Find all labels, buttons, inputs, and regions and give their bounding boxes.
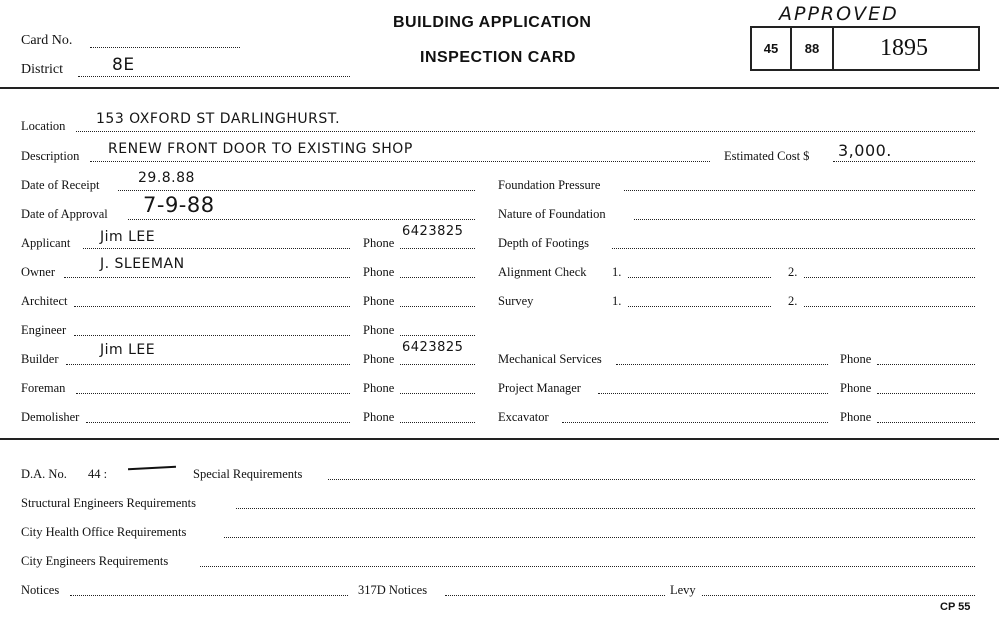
builder-value: Jim LEE [100, 342, 156, 358]
date-of-approval-label: Date of Approval [21, 207, 108, 221]
location-line [76, 131, 975, 132]
box-cell-2: 88 [804, 41, 820, 56]
notices-317d-line [445, 595, 665, 596]
structural-engineers-label: Structural Engineers Requirements [21, 496, 196, 510]
excavator-phone-line [877, 422, 975, 423]
project-manager-phone-line [877, 393, 975, 394]
estimated-cost-label: Estimated Cost $ [724, 149, 810, 163]
form-code: CP 55 [940, 601, 971, 613]
date-of-receipt-line [118, 190, 475, 191]
card-no-label: Card No. [21, 33, 73, 48]
location-label: Location [21, 119, 66, 133]
header-divider [0, 87, 999, 89]
description-label: Description [21, 149, 80, 163]
estimated-cost-value: 3,000. [838, 141, 892, 160]
builder-label: Builder [21, 352, 59, 366]
survey-line1 [628, 306, 771, 307]
survey-line2 [804, 306, 975, 307]
location-value: 153 OXFORD ST DARLINGHURST. [96, 111, 341, 127]
notices-line [70, 595, 348, 596]
district-label: District [21, 62, 63, 77]
owner-phone-label: Phone [363, 265, 395, 279]
survey-label: Survey [498, 294, 534, 308]
foreman-phone-line [400, 393, 475, 394]
owner-line [64, 277, 350, 278]
estimated-cost-line [833, 161, 975, 162]
engineer-line [74, 335, 350, 336]
project-manager-phone-label: Phone [840, 381, 872, 395]
alignment-check-num1: 1. [612, 265, 622, 279]
da-no-dash [128, 466, 176, 471]
applicant-line [83, 248, 350, 249]
da-no-label: D.A. No. [21, 467, 67, 481]
depth-of-footings-line [612, 248, 975, 249]
special-requirements-label: Special Requirements [193, 467, 303, 481]
alignment-check-label: Alignment Check [498, 265, 587, 279]
form-title-line2: INSPECTION CARD [420, 49, 576, 66]
form-title-line1: BUILDING APPLICATION [393, 14, 592, 31]
levy-label: Levy [670, 583, 696, 597]
structural-engineers-line [236, 508, 975, 509]
city-engineers-label: City Engineers Requirements [21, 554, 169, 568]
excavator-label: Excavator [498, 410, 549, 424]
foundation-pressure-line [624, 190, 975, 191]
mechanical-services-line [616, 364, 828, 365]
owner-phone-line [400, 277, 475, 278]
alignment-check-num2: 2. [788, 265, 798, 279]
depth-of-footings-label: Depth of Footings [498, 236, 589, 250]
excavator-line [562, 422, 828, 423]
date-of-receipt-label: Date of Receipt [21, 178, 100, 192]
mechanical-services-phone-label: Phone [840, 352, 872, 366]
card-no-line [90, 47, 240, 48]
project-manager-line [598, 393, 828, 394]
description-line [90, 161, 710, 162]
applicant-phone-line [400, 248, 475, 249]
notices-label: Notices [21, 583, 60, 597]
nature-of-foundation-label: Nature of Foundation [498, 207, 606, 221]
architect-phone-line [400, 306, 475, 307]
foreman-phone-label: Phone [363, 381, 395, 395]
demolisher-phone-line [400, 422, 475, 423]
card-number-box [750, 26, 980, 71]
city-health-label: City Health Office Requirements [21, 525, 187, 539]
survey-num1: 1. [612, 294, 622, 308]
applicant-phone-value: 6423825 [402, 224, 464, 239]
engineer-phone-line [400, 335, 475, 336]
builder-phone-value: 6423825 [402, 340, 464, 355]
project-manager-label: Project Manager [498, 381, 581, 395]
engineer-phone-label: Phone [363, 323, 395, 337]
builder-line [66, 364, 350, 365]
architect-line [74, 306, 350, 307]
box-cell-3: 1895 [880, 35, 928, 61]
date-of-approval-value: 7-9-88 [143, 193, 215, 217]
city-health-line [224, 537, 975, 538]
survey-num2: 2. [788, 294, 798, 308]
notices-317d-label: 317D Notices [358, 583, 428, 597]
engineer-label: Engineer [21, 323, 67, 337]
owner-value: J. SLEEMAN [100, 256, 185, 272]
excavator-phone-label: Phone [840, 410, 872, 424]
levy-line [702, 595, 975, 596]
mechanical-services-phone-line [877, 364, 975, 365]
applicant-phone-label: Phone [363, 236, 395, 250]
district-value: 8E [112, 55, 135, 75]
demolisher-label: Demolisher [21, 410, 80, 424]
applicant-value: Jim LEE [100, 229, 156, 245]
demolisher-line [86, 422, 350, 423]
nature-of-foundation-line [634, 219, 975, 220]
city-engineers-line [200, 566, 975, 567]
requirements-divider [0, 438, 999, 440]
box-cell-1: 45 [763, 41, 779, 56]
builder-phone-label: Phone [363, 352, 395, 366]
district-line [78, 76, 350, 77]
alignment-check-line1 [628, 277, 771, 278]
owner-label: Owner [21, 265, 56, 279]
alignment-check-line2 [804, 277, 975, 278]
foreman-line [76, 393, 350, 394]
foundation-pressure-label: Foundation Pressure [498, 178, 601, 192]
date-of-approval-line [128, 219, 475, 220]
applicant-label: Applicant [21, 236, 71, 250]
architect-phone-label: Phone [363, 294, 395, 308]
date-of-receipt-value: 29.8.88 [138, 170, 195, 186]
mechanical-services-label: Mechanical Services [498, 352, 602, 366]
special-requirements-line [328, 479, 975, 480]
architect-label: Architect [21, 294, 68, 308]
builder-phone-line [400, 364, 475, 365]
foreman-label: Foreman [21, 381, 66, 395]
da-no-value: 44 : [88, 467, 108, 481]
description-value: RENEW FRONT DOOR TO EXISTING SHOP [108, 141, 413, 157]
approved-stamp: APPROVED [779, 3, 899, 25]
demolisher-phone-label: Phone [363, 410, 395, 424]
